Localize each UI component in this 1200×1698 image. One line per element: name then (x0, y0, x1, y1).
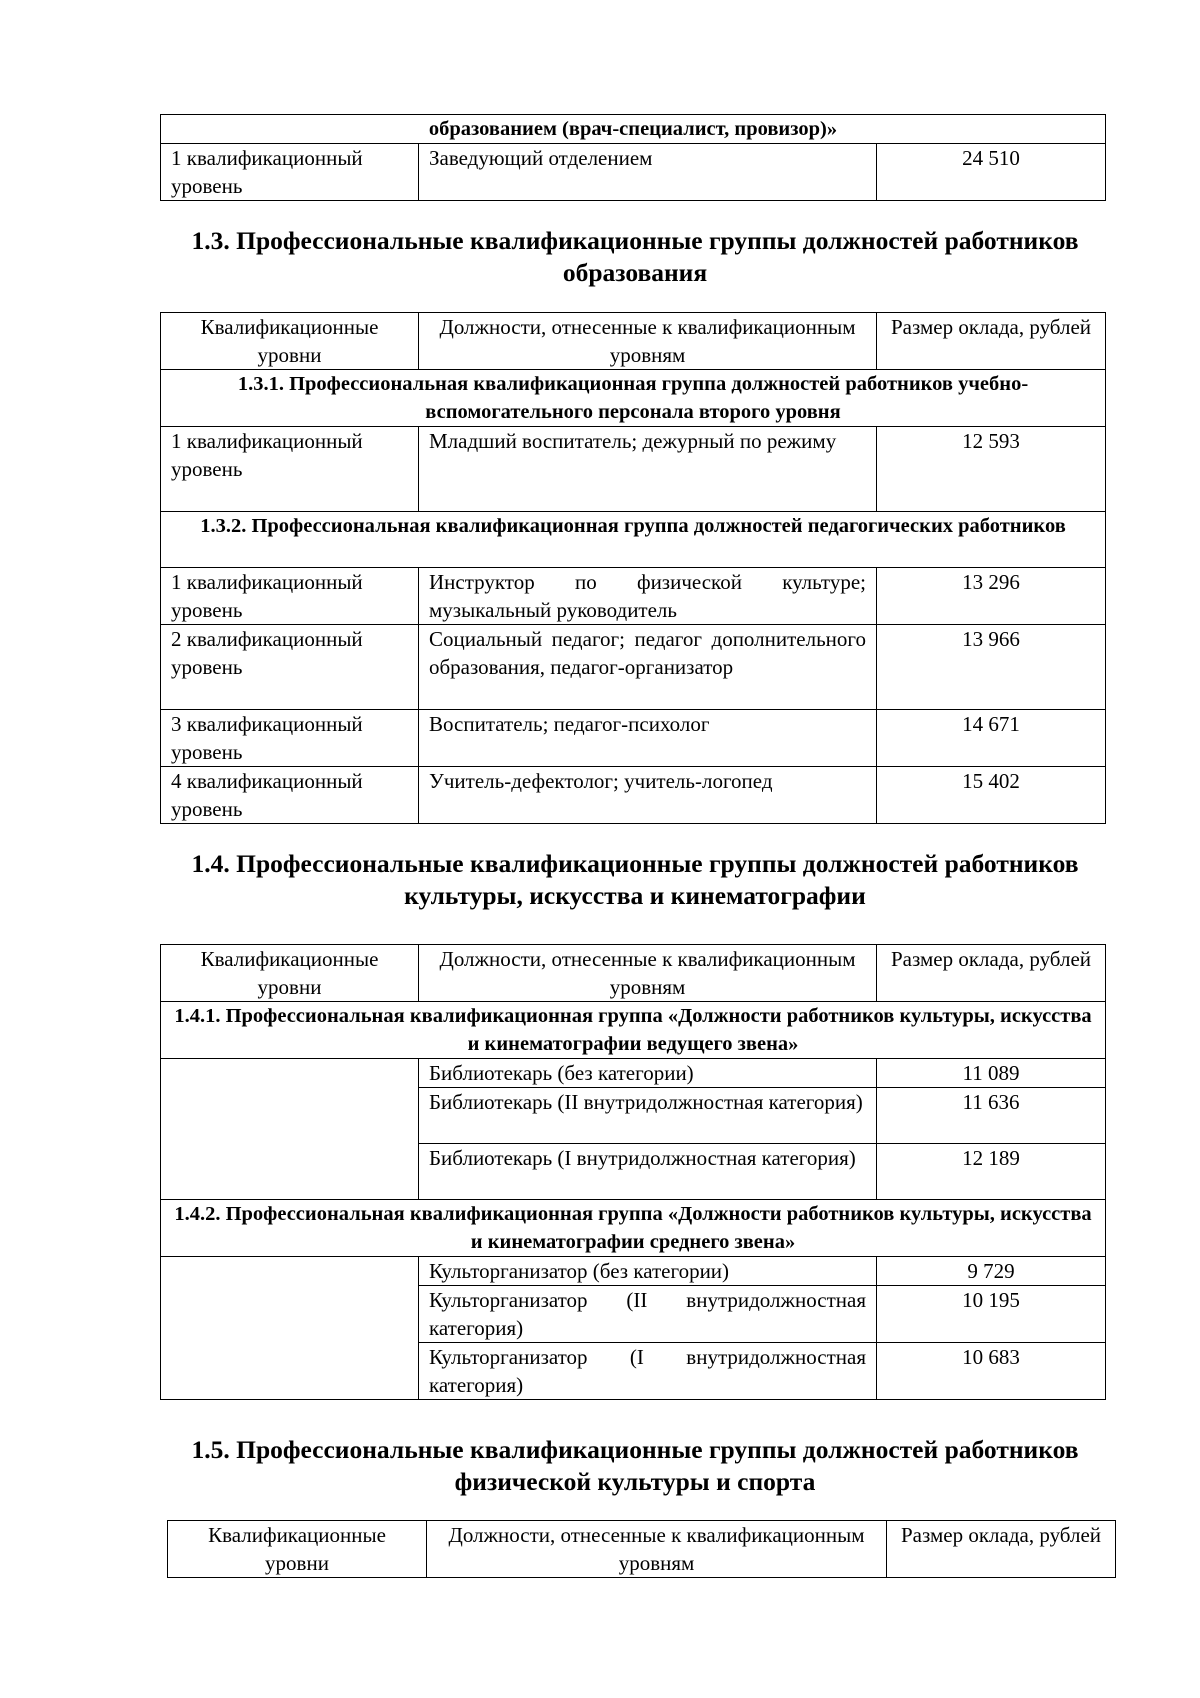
level-cell: 1 квалификационный уровень (161, 144, 419, 201)
salary-cell: 14 671 (877, 710, 1106, 767)
level-cell-empty (161, 1257, 419, 1400)
header-salary: Размер оклада, рублей (877, 945, 1106, 1002)
table-sport (167, 1520, 1116, 1578)
header-salary: Размер оклада, рублей (887, 1521, 1116, 1578)
table-header-row (168, 1521, 1116, 1578)
section-title-1-3: 1.3. Профессиональные квалификационные группы должностей работников образования (191, 226, 1079, 287)
position-cell: Библиотекарь (II внутридолжностная категория) (419, 1088, 877, 1144)
salary-cell: 12 593 (877, 427, 1106, 512)
salary-cell: 24 510 (877, 144, 1106, 201)
salary-cell: 11 089 (877, 1059, 1106, 1088)
table-education (160, 312, 1106, 824)
table-row (161, 710, 1106, 767)
level-cell-empty (161, 1059, 419, 1200)
group-title-row (161, 1002, 1106, 1059)
position-cell: Социальный педагог; педагог дополнительного образования, педагог-организатор (419, 625, 877, 710)
salary-cell: 12 189 (877, 1144, 1106, 1200)
group-title-row (161, 115, 1106, 144)
group-title-row (161, 512, 1106, 568)
section-title-1-4: 1.4. Профессиональные квалификационные группы должностей работников культуры, искусства и кинематографии (191, 849, 1079, 910)
salary-cell: 15 402 (877, 767, 1106, 824)
salary-cell: 13 296 (877, 568, 1106, 625)
salary-cell: 9 729 (877, 1257, 1106, 1286)
position-cell: Культорганизатор (без категории) (419, 1257, 877, 1286)
position-cell: Библиотекарь (без категории) (419, 1059, 877, 1088)
level-cell: 1 квалификационный уровень (161, 568, 419, 625)
table-row (161, 568, 1106, 625)
position-cell: Учитель-дефектолог; учитель-логопед (419, 767, 877, 824)
level-cell: 1 квалификационный уровень (161, 427, 419, 512)
group-title: 1.4.2. Профессиональная квалификационная группа «Должности работников культуры, искусства и кинематографии среднего звена» (161, 1200, 1106, 1257)
position-cell: Младший воспитатель; дежурный по режиму (419, 427, 877, 512)
group-title-row (161, 370, 1106, 427)
table-culture (160, 944, 1106, 1400)
position-cell: Воспитатель; педагог-психолог (419, 710, 877, 767)
header-positions: Должности, отнесенные к квалификационным уровням (419, 945, 877, 1002)
group-title: 1.3.1. Профессиональная квалификационная группа должностей работников учебно-вспомогательного персонала второго уровня (161, 370, 1106, 427)
table-row (161, 1257, 1106, 1286)
position-cell: Заведующий отделением (419, 144, 877, 201)
table-row (161, 144, 1106, 201)
table-row (161, 625, 1106, 710)
position-cell: Инструктор по физической культуре; музыкальный руководитель (419, 568, 877, 625)
header-salary: Размер оклада, рублей (877, 313, 1106, 370)
salary-cell: 13 966 (877, 625, 1106, 710)
header-positions: Должности, отнесенные к квалификационным уровням (427, 1521, 887, 1578)
group-title-row (161, 1200, 1106, 1257)
position-cell: Культорганизатор (I внутридолжностная категория) (419, 1343, 877, 1400)
table-row (161, 1059, 1106, 1088)
position-cell: Библиотекарь (I внутридолжностная категория) (419, 1144, 877, 1200)
position-cell: Культорганизатор (II внутридолжностная категория) (419, 1286, 877, 1343)
salary-cell: 10 195 (877, 1286, 1106, 1343)
header-positions: Должности, отнесенные к квалификационным уровням (419, 313, 877, 370)
salary-cell: 10 683 (877, 1343, 1106, 1400)
section-title-1-5: 1.5. Профессиональные квалификационные группы должностей работников физической культуры и спорта (191, 1435, 1079, 1496)
level-cell: 3 квалификационный уровень (161, 710, 419, 767)
salary-cell: 11 636 (877, 1088, 1106, 1144)
table-row (161, 427, 1106, 512)
group-title: 1.4.1. Профессиональная квалификационная группа «Должности работников культуры, искусства и кинематографии ведущего звена» (161, 1002, 1106, 1059)
table-row (161, 767, 1106, 824)
table-header-row (161, 313, 1106, 370)
header-levels: Квалификационные уровни (161, 945, 419, 1002)
table-medical-continuation (160, 114, 1106, 201)
group-title: 1.3.2. Профессиональная квалификационная группа должностей педагогических работников (161, 512, 1106, 568)
level-cell: 4 квалификационный уровень (161, 767, 419, 824)
header-levels: Квалификационные уровни (161, 313, 419, 370)
header-levels: Квалификационные уровни (168, 1521, 427, 1578)
level-cell: 2 квалификационный уровень (161, 625, 419, 710)
group-title: образованием (врач-специалист, провизор)» (161, 115, 1106, 144)
table-header-row (161, 945, 1106, 1002)
